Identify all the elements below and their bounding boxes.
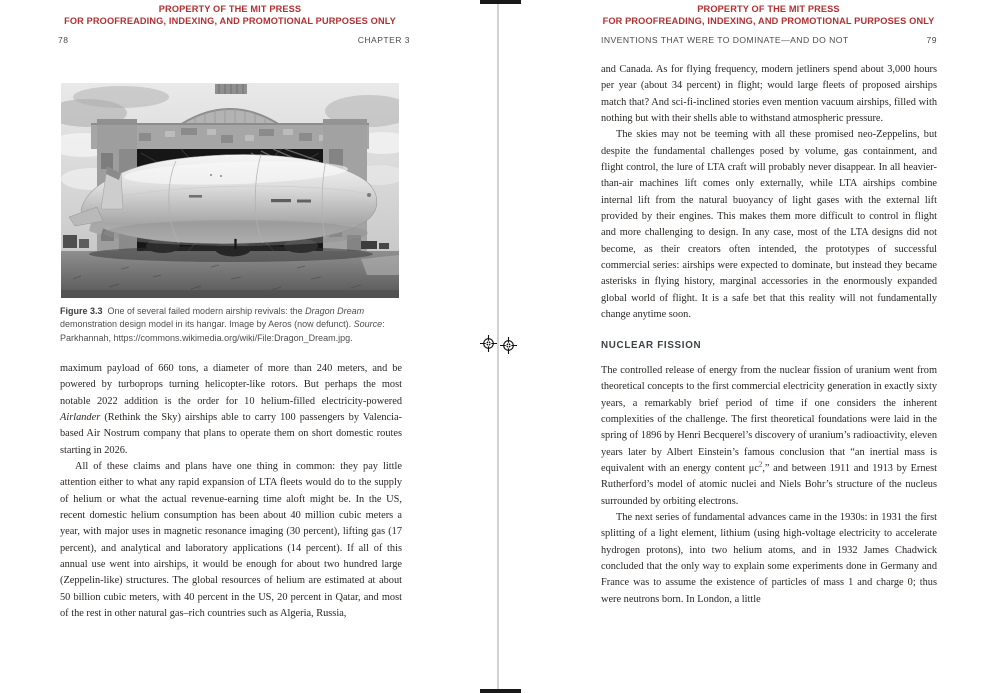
running-head: CHAPTER 3 [357, 35, 410, 45]
proof-notice [590, 4, 947, 28]
left-body-text [60, 361, 402, 623]
gutter-line [497, 4, 499, 689]
proof-notice-line-1: PROPERTY OF THE MIT PRESS [158, 4, 302, 14]
page-number: 79 [926, 35, 937, 45]
running-head: INVENTIONS THAT WERE TO DOMINATE—AND DO NOT [601, 35, 849, 45]
crop-mark-top [480, 0, 521, 4]
crop-mark-bottom [480, 689, 521, 693]
body-paragraph: All of these claims and plans have one thing in common: they pay little attention either to what any rapid expansion of LTA fleets would do to the supply of helium or what the actual revenue-earning time aloft might be. In the US, recent domestic helium consumption has been about 40 million cubic meters a year, with major uses in magnetic resonance imaging (30 percent), lifting gas (17 percent), and analytical and laboratory applications (14 percent). If all of this annual use went into airships, it would be enough for about two hundred large (Zeppelin-like) structures. The global resources of helium are estimated at about 50 billion cubic meters, with 40 percent in the US, 20 percent in Qatar, and most of the rest in other natural gas–rich countries such as Algeria, Russia, [60, 461, 402, 620]
page-number: 78 [58, 35, 69, 45]
airship-illustration [61, 83, 399, 298]
figure-caption: Figure 3.3 One of several failed modern airship revivals: the Dragon Dream demonstration design model in its hangar. Image by Aeros (now defunct). Source: Parkhannah, https://commons.wikimedia.org/wiki/File:Dragon_Dream.jpg. [60, 306, 385, 343]
registration-mark-icon [480, 335, 497, 352]
body-paragraph: The controlled release of energy from the nuclear fission of uranium went from theoretical concepts to the first commercial electricity generation in exactly sixty years, a remarkably brief period of time if one considers the inherent complexities of the challenge. The first theoretical foundations were laid in the spring of 1896 by Henri Becquerel’s discovery of uranium’s radioactivity, eleven years later by Albert Einstein’s famous conclusion that “an inertial mass is equivalent with an energy content $\mu c^2$,” and between 1911 and 1913 by Ernest Rutherford’s model of atomic nuclei and Niels Bohr’s structure of the nucleus surrounded by orbiting electrons. [601, 364, 937, 507]
body-paragraph: The skies may not be teeming with all these promised neo-Zeppelins, but despite the fundamental challenges posed by volume, gas containment, and flight control, the lure of LTA craft will probably never disappear. In all heavier-than-air machines lift comes only externally, while LTA airships combine internal lift from the natural buoyancy of light gases with the external lift provided by their engines. This makes them more difficult to control in flight and more challenging to design. In any case, most of the LTA designs did not become, as their creators often intended, the prototypes of successful commercial series: airships were expected to dominate, but instead they became asterisks in flying history, marginal accessories in the enormously expanded global world of flight. It is a safe bet that this reality will not fundamentally change anytime soon. [601, 129, 937, 321]
proof-notice [50, 4, 410, 28]
registration-mark-icon [500, 337, 517, 354]
body-paragraph: and Canada. As for flying frequency, modern jetliners spend about 3,000 hours per year (about 34 percent) in flight; would large fleets of proposed airships match that? And sci-fi-inclined stories even mention vacuum airships, filled with nothing but with their shells able to withstand atmospheric pressure. [601, 64, 937, 125]
right-body-bottom [601, 363, 937, 608]
section-heading: NUCLEAR FISSION [601, 339, 702, 351]
right-body-top [601, 62, 937, 324]
airship-photo [61, 83, 399, 298]
proof-notice-line-2: FOR PROOFREADING, INDEXING, AND PROMOTIONAL PURPOSES ONLY [64, 15, 396, 26]
proof-notice-line-2: FOR PROOFREADING, INDEXING, AND PROMOTIONAL PURPOSES ONLY [602, 15, 935, 26]
body-paragraph: The next series of fundamental advances came in the 1930s: in 1931 the first splitting of a light element, lithium (using high-voltage electricity to accelerate hydrogen protons), into two helium atoms, and in 1932 James Chadwick concluded that the only way to explain some experiments done in Germany and France was to assume the existence of particles of mass 1 and charge 0; thus were neutrons born. In London, a little [601, 511, 937, 605]
running-head-row [58, 35, 410, 45]
running-head-row [601, 35, 937, 45]
body-paragraph: maximum payload of 660 tons, a diameter of more than 240 meters, and be powered by turboprops turning helicopter-like rotors. But perhaps the most notable 2022 addition is the order for 10 helium-filled electricity-powered Airlander (Rethink the Sky) airships able to carry 100 passengers by Valencia-based Air Nostrum company that plans to operate them on short domestic routes starting in 2026. [60, 363, 402, 456]
proof-notice-line-1: PROPERTY OF THE MIT PRESS [697, 4, 840, 14]
right-body-text [601, 62, 937, 608]
